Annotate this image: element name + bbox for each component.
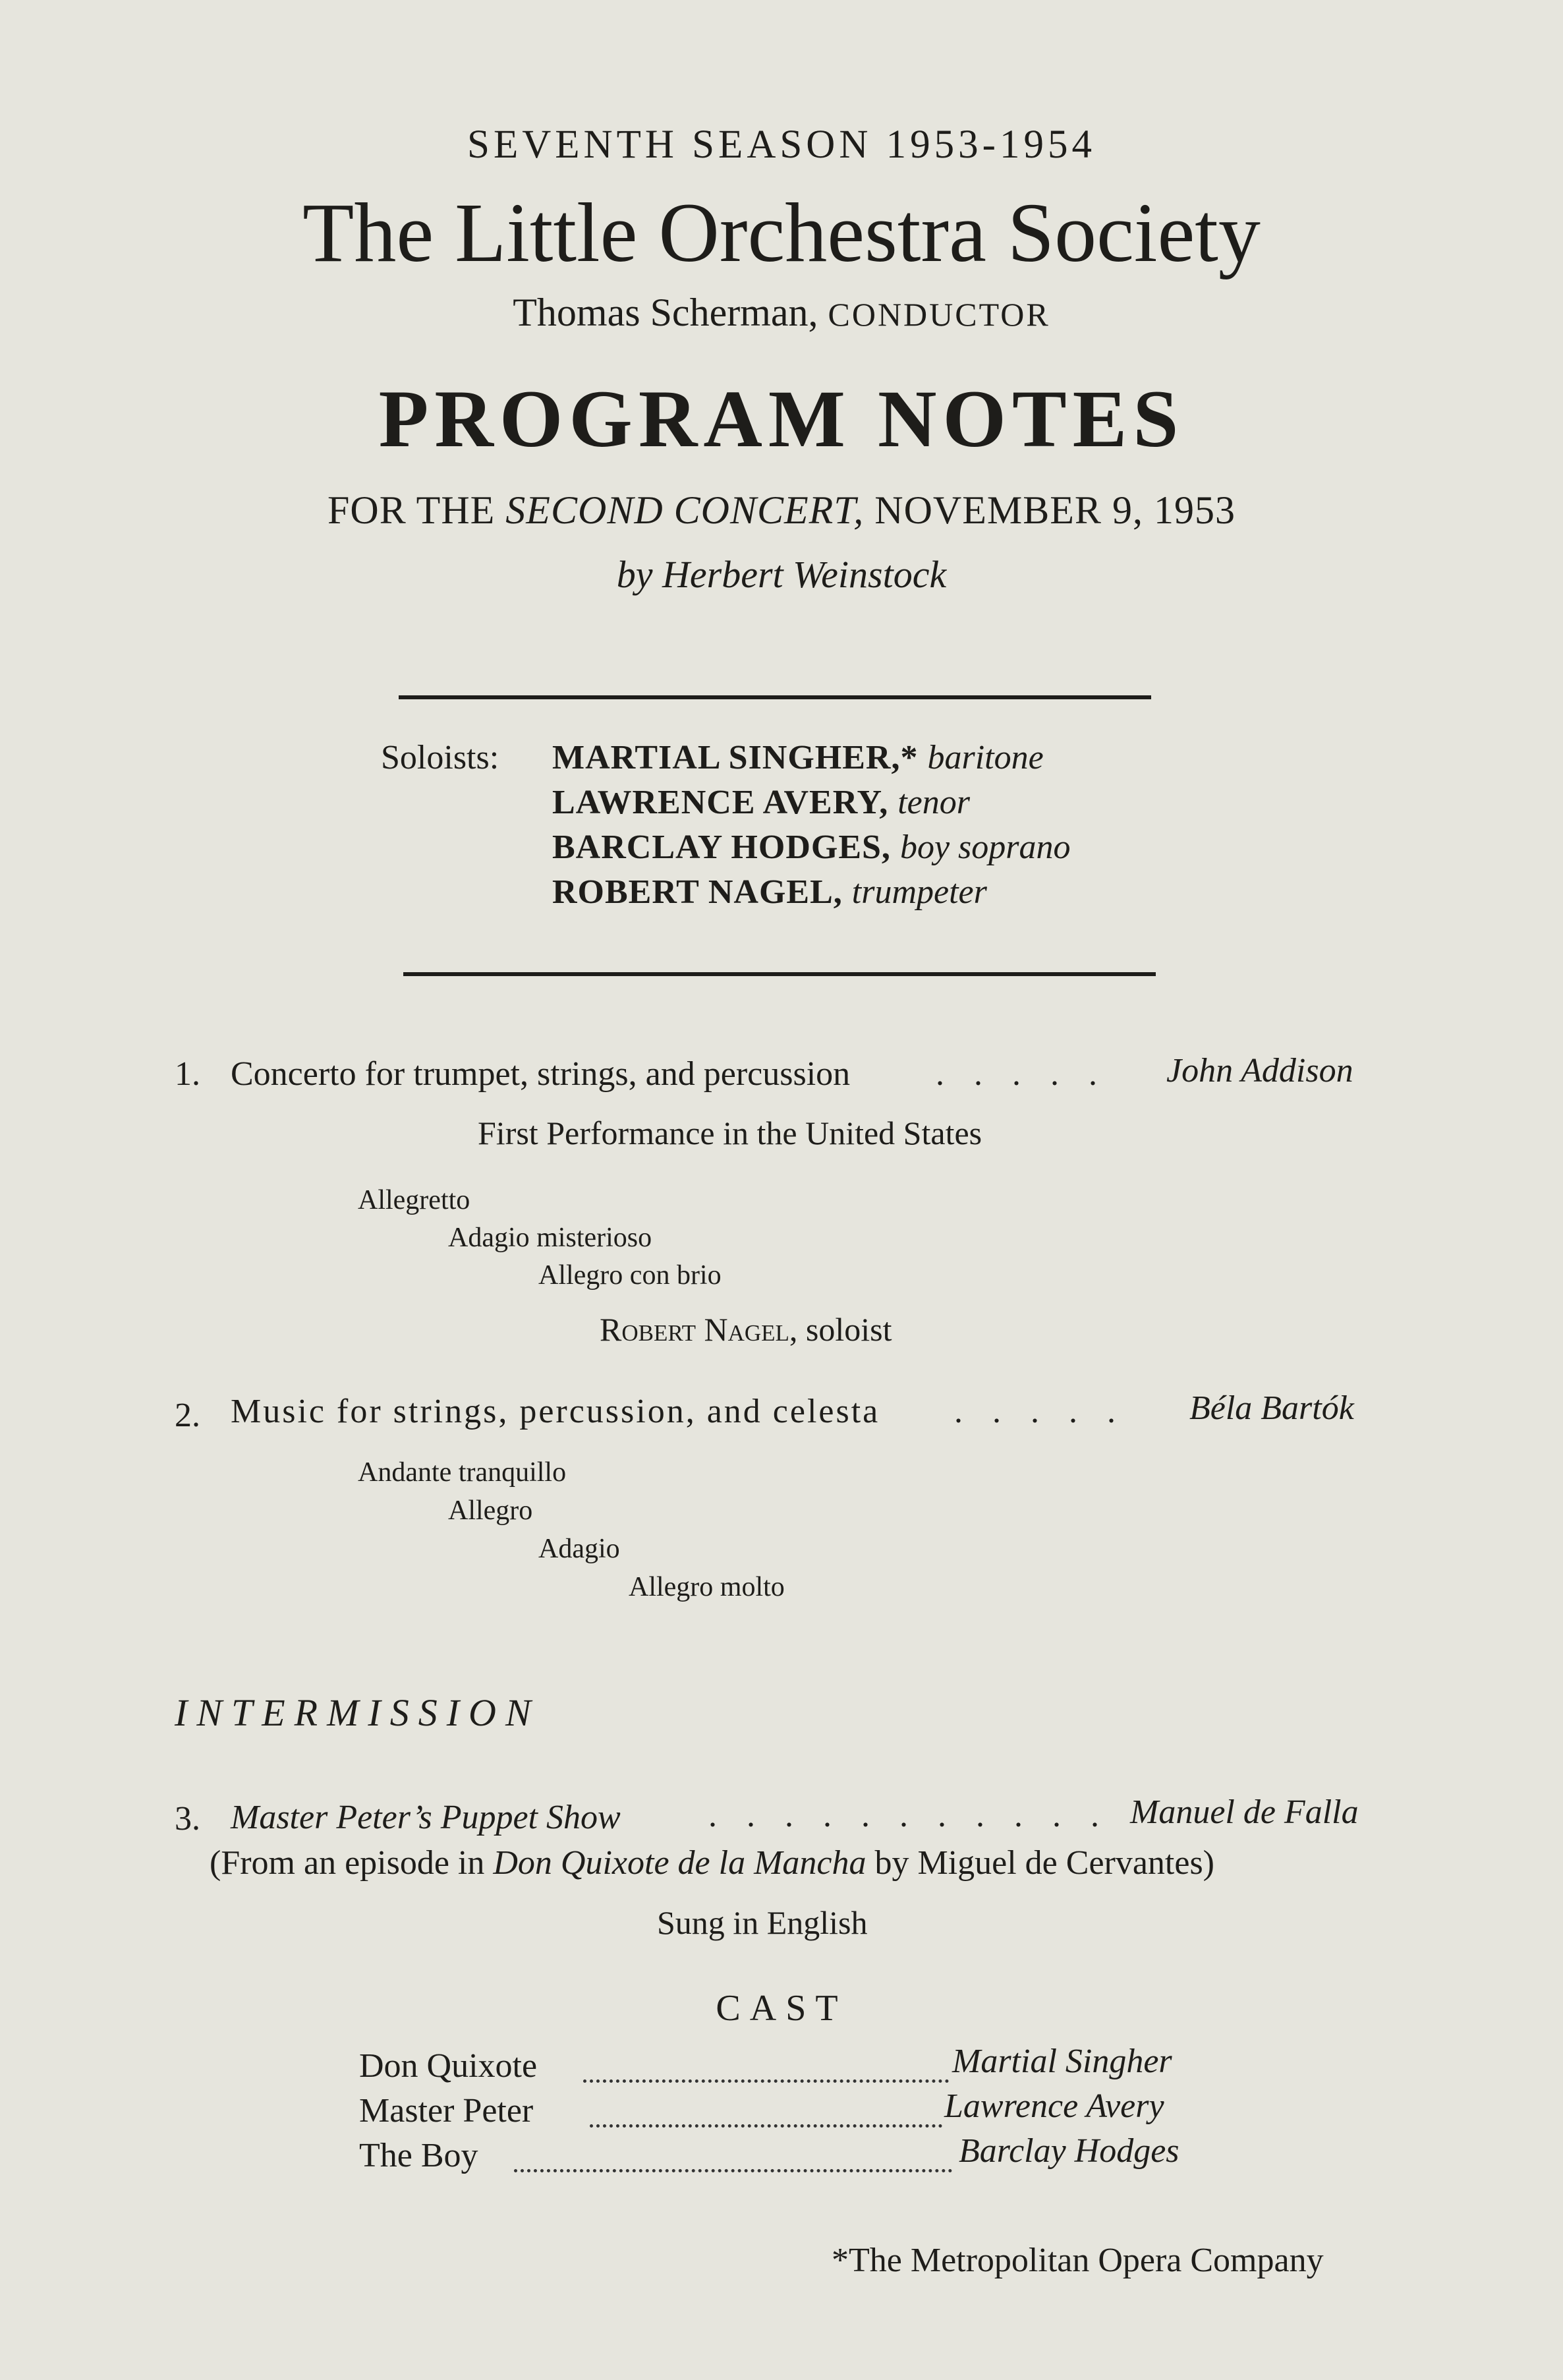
program-title: Music for strings, percussion, and celesta [231,1393,880,1430]
conductor-name: Thomas Scherman, [513,291,818,334]
soloist-item [552,828,1071,867]
program-number: 2. [175,1397,200,1434]
society-title: The Little Orchestra Society [302,186,1261,279]
cast-singer: Lawrence Avery [944,2087,1164,2125]
composer-name: Béla Bartók [1189,1389,1354,1427]
dot-leader [590,2124,942,2128]
divider-top [399,695,1151,699]
soloist-role: boy soprano [899,828,1071,866]
source-suffix: by Miguel de Cervantes) [874,1844,1214,1882]
cast-singer: Martial Singher [952,2043,1172,2080]
divider-bottom [403,972,1156,976]
cast-role: Don Quixote [359,2047,538,2085]
program-number: 3. [175,1800,200,1838]
concert-line [0,488,1563,533]
dot-leader: . . . . . [954,1393,1126,1430]
soloist-role: baritone [927,739,1044,776]
soloist-role: trumpeter [851,873,987,911]
season-line: SEVENTH SEASON 1953-1954 [467,123,1096,167]
concert-name: SECOND CONCERT, [505,488,865,532]
cast-role: Master Peter [359,2092,534,2130]
program-title: Concerto for trumpet, strings, and percussion [231,1055,851,1093]
soloist-credit-suffix: soloist [805,1311,892,1348]
intermission-label: INTERMISSION [175,1691,540,1734]
composer-name: John Addison [1166,1052,1353,1089]
movement: Allegro [448,1495,533,1526]
soloist-role: tenor [897,784,970,821]
conductor-line [0,290,1563,335]
dot-leader [514,2169,952,2172]
dot-leader: . . . . . . . . . . . [708,1797,1110,1834]
soloist-name: MARTIAL SINGHER,* [552,739,919,776]
conductor-role: CONDUCTOR [828,296,1050,333]
author-line: by Herbert Weinstock [616,553,947,596]
source-prefix: (From an episode in [210,1844,485,1882]
soloist-item [552,783,970,822]
concert-date: NOVEMBER 9, 1953 [874,488,1236,532]
soloist-item [552,738,1044,777]
movement: Allegretto [358,1185,470,1215]
soloist-name: BARCLAY HODGES, [552,828,891,866]
cast-role: The Boy [359,2137,478,2174]
cast-singer: Barclay Hodges [959,2132,1179,2170]
movement: Allegro molto [629,1572,785,1602]
movement: Allegro con brio [538,1260,722,1291]
soloist-credit [600,1310,892,1349]
source-title: Don Quixote de la Mancha [493,1844,867,1882]
performance-note: First Performance in the United States [478,1115,982,1151]
program-title: Master Peter’s Puppet Show [231,1799,621,1836]
footnote: *The Metropolitan Opera Company [832,2242,1324,2279]
program-number: 1. [175,1055,200,1093]
soloist-item [552,873,987,912]
dot-leader: . . . . . [936,1055,1108,1093]
soloist-credit-name: Robert Nagel, [600,1311,798,1348]
soloist-name: LAWRENCE AVERY, [552,784,889,821]
movement: Adagio misterioso [448,1223,652,1253]
movement: Andante tranquillo [358,1457,567,1488]
concert-prefix: FOR THE [327,488,496,532]
soloist-name: ROBERT NAGEL, [552,873,843,911]
source-line [210,1843,1214,1882]
movement: Adagio [538,1534,620,1564]
language-note: Sung in English [657,1904,868,1941]
dot-leader [583,2079,949,2083]
composer-name: Manuel de Falla [1130,1793,1359,1831]
soloists-label: Soloists: [381,739,499,776]
cast-title: CAST [716,1988,847,2029]
page-heading: PROGRAM NOTES [378,374,1185,464]
